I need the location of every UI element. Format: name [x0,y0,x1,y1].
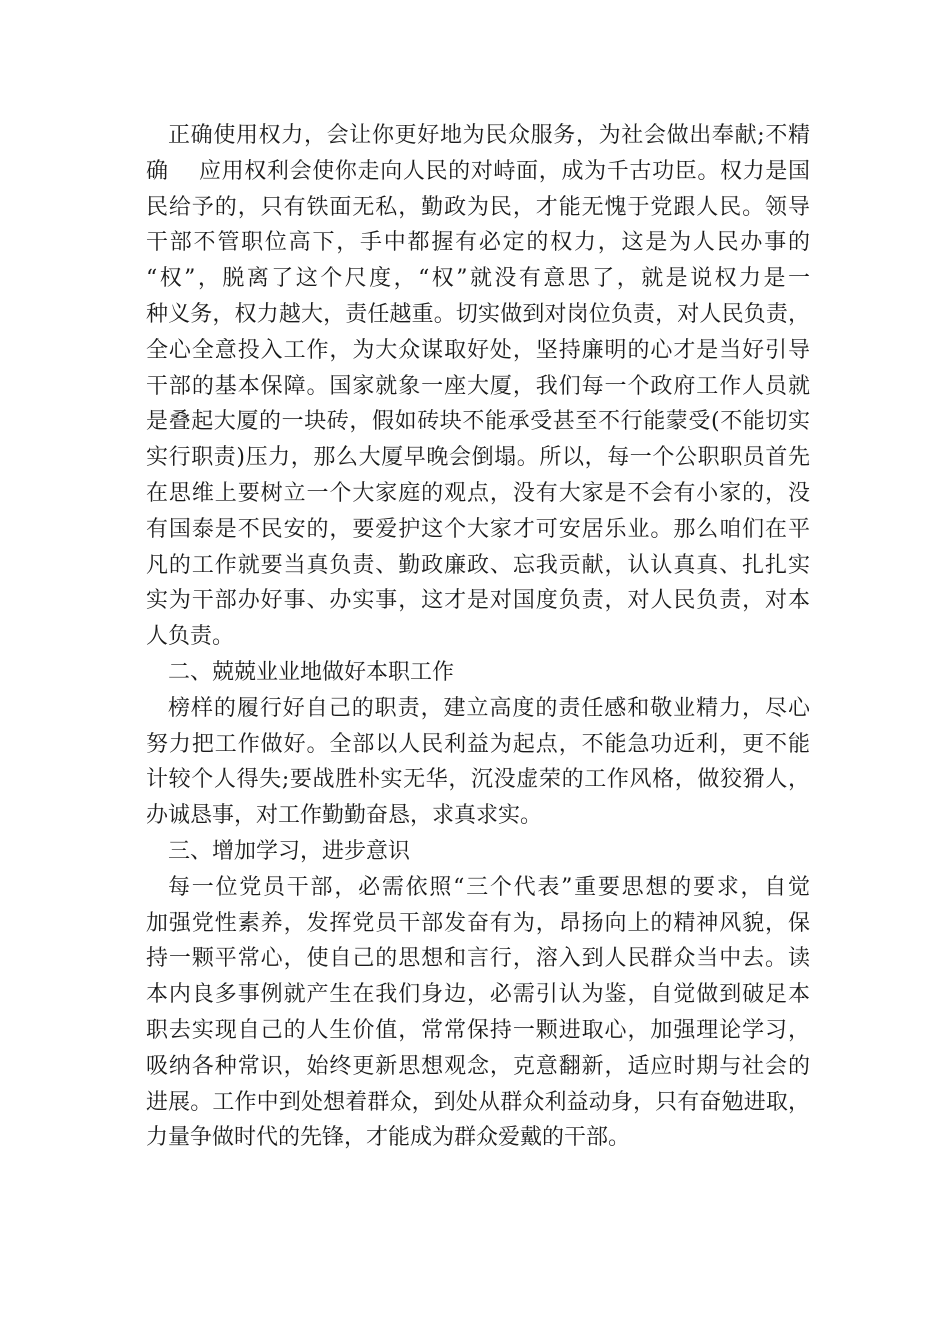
section-heading: 三、增加学习，进步意识 [168,838,411,864]
text-line: 每一位党员干部，必需依照“三个代表”重要思想的要求，自觉 [168,874,810,900]
text-line: 全心全意投入工作，为大众谋取好处，坚持廉明的心才是当好引导 [146,337,810,363]
text-line: 加强党性素养，发挥党员干部发奋有为，昂扬向上的精神风貌，保 [146,910,810,936]
text-line: 努力把工作做好。全部以人民利益为起点，不能急功近利，更不能 [146,731,810,757]
text-line: 有国泰是不民安的，要爱护这个大家才可安居乐业。那么咱们在平 [146,516,810,542]
text-line: 本内良多事例就产生在我们身边，必需引认为鉴，自觉做到破足本 [146,982,810,1008]
text-line: 在思维上要树立一个大家庭的观点，没有大家是不会有小家的，没 [146,480,810,506]
text-line: 职去实现自己的人生价值，常常保持一颗进取心，加强理论学习， [146,1017,810,1043]
text-line: 吸纳各种常识，始终更新思想观念，克意翻新，适应时期与社会的 [146,1053,810,1079]
text-line: 持一颗平常心，使自己的思想和言行，溶入到人民群众当中去。读 [146,946,810,972]
paragraph-learning [146,870,810,1156]
text-line: 榜样的履行好自己的职责，建立高度的责任感和敬业精力，尽心 [168,695,810,721]
text-line: 进展。工作中到处想着群众，到处从群众利益动身，只有奋勉进取， [146,1089,810,1115]
document-page [146,118,810,1156]
text-line: 实行职责)压力，那么大厦早晚会倒塌。所以，每一个公职职员首先 [146,445,810,471]
section-heading: 二、兢兢业业地做好本职工作 [168,659,455,685]
section-heading-2 [146,655,810,691]
text-line: 民给予的，只有铁面无私，勤政为民，才能无愧于党跟人民。领导 [146,194,810,220]
section-heading-3 [146,834,810,870]
text-line: 实为干部办好事、办实事，这才是对国度负责，对人民负责，对本 [146,588,810,614]
paragraph-duty [146,691,810,834]
text-line: 力量争做时代的先锋，才能成为群众爱戴的干部。 [146,1125,631,1151]
text-line: “权”，脱离了这个尺度，“权”就没有意思了，就是说权力是一 [146,266,810,292]
paragraph-power [146,118,810,655]
text-line: 确 应用权利会使你走向人民的对峙面，成为千古功臣。权力是国 [146,158,810,184]
text-line: 计较个人得失;要战胜朴实无华，沉没虚荣的工作风格，做狡猾人， [146,767,810,793]
text-line: 种义务，权力越大，责任越重。切实做到对岗位负责，对人民负责， [146,301,810,327]
text-line: 正确使用权力，会让你更好地为民众服务，为社会做出奉献;不精 [168,123,810,148]
text-line: 是叠起大厦的一块砖，假如砖块不能承受甚至不行能蒙受(不能切实 [146,409,810,435]
text-line: 干部不管职位高下，手中都握有必定的权力，这是为人民办事的 [146,230,810,256]
text-line: 凡的工作就要当真负责、勤政廉政、忘我贡献，认认真真、扎扎实 [146,552,810,578]
text-line: 人负责。 [146,624,235,650]
text-line: 办诚恳事，对工作勤勤奋恳，求真求实。 [146,803,543,829]
text-line: 干部的基本保障。国家就象一座大厦，我们每一个政府工作人员就 [146,373,810,399]
